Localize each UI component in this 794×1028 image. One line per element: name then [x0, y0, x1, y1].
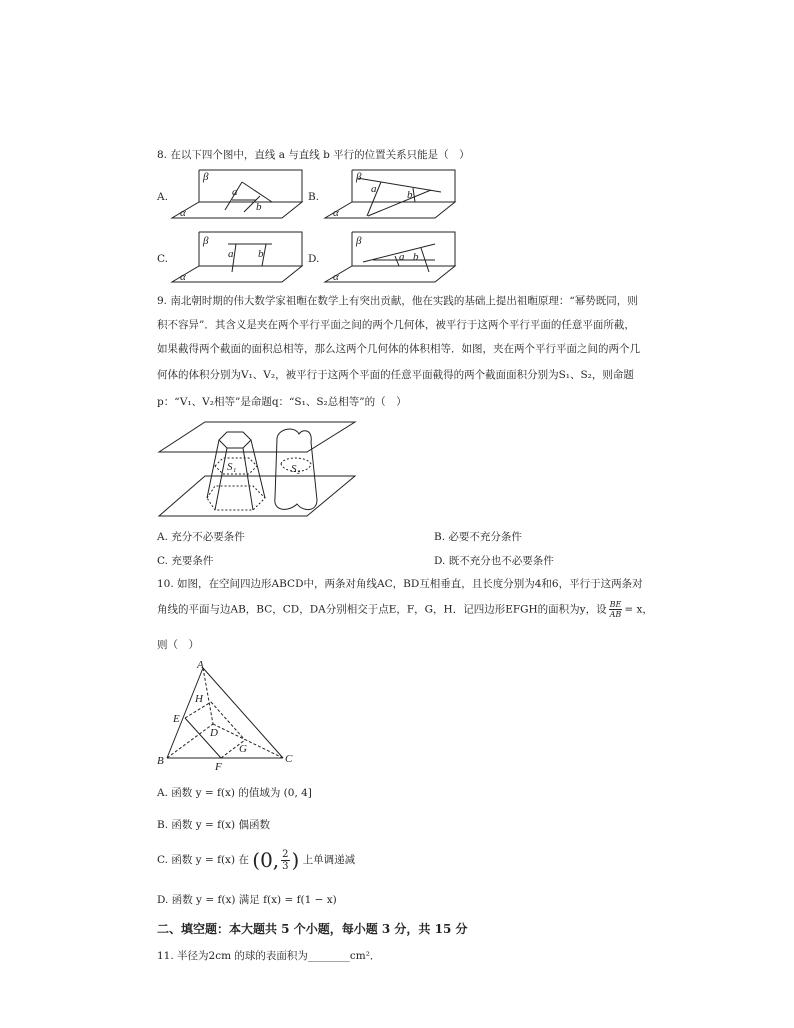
- q10-line-1: 10. 如图，在空间四边形ABCD中，两条对角线AC，BD互相垂直，且长度分别为4和6，平行于这两条对: [157, 578, 643, 590]
- q10-option-b: B. 函数 y = f(x) 偶函数: [157, 819, 270, 831]
- q8-stem: 8. 在以下四个图中，直线 a 与直线 b 平行的位置关系只能是（ ）: [157, 149, 470, 161]
- q8-option-c-label: C.: [157, 253, 168, 265]
- s2-label: S₂: [291, 463, 301, 475]
- point-a-label: A: [197, 659, 204, 671]
- point-h-label: H: [195, 693, 203, 705]
- q8-figure-c: [170, 230, 305, 284]
- q9-figure: [157, 420, 357, 520]
- q11-text: 11. 半径为2cm 的球的表面积为________cm²．: [157, 950, 381, 962]
- svg-text:β: β: [356, 235, 362, 247]
- q8-option-b-label: B.: [308, 191, 320, 203]
- svg-text:b: b: [413, 251, 419, 263]
- point-b-label: B: [157, 755, 164, 767]
- svg-text:b: b: [407, 189, 413, 201]
- svg-text:b: b: [258, 248, 264, 260]
- section-2-heading: 二、填空题：本大题共 5 个小题，每小题 3 分，共 15 分: [157, 922, 468, 936]
- beta-label: β: [203, 171, 209, 183]
- point-f-label: F: [215, 761, 222, 773]
- point-g-label: G: [239, 743, 247, 755]
- q10-option-d: D. 函数 y = f(x) 满足 f(x) = f(1 − x): [157, 894, 337, 906]
- svg-text:α: α: [333, 271, 339, 283]
- q10-figure: [155, 660, 305, 772]
- q9-line-4: 何体的体积分别为V₁、V₂，被平行于这两个平面的任意平面截得的两个截面面积分别为S₁、S₂，则命题: [157, 369, 634, 381]
- point-d-label: D: [210, 727, 218, 739]
- q8-figure-b: [323, 168, 458, 220]
- q10-line-3: 则（ ）: [157, 639, 199, 651]
- point-c-label: C: [285, 753, 293, 765]
- q8-figure-a: [170, 168, 305, 220]
- svg-text:a: a: [399, 251, 405, 263]
- line-b-label: b: [256, 201, 262, 213]
- svg-text:β: β: [203, 235, 209, 247]
- q10-option-a: A. 函数 y = f(x) 的值域为 (0, 4]: [157, 787, 312, 799]
- svg-text:a: a: [371, 183, 377, 195]
- s1-label: S₁: [227, 461, 237, 473]
- q9-option-b: B. 必要不充分条件: [434, 531, 522, 543]
- svg-text:α: α: [180, 271, 186, 283]
- q10-option-c: C. 函数 y = f(x) 在 (0, $\frac{2}{3}$ ) 上单调递减: [157, 848, 356, 872]
- line-a-label: a: [232, 186, 238, 198]
- alpha-label: α: [180, 207, 186, 219]
- q9-line-1: 9. 南北朝时期的伟大数学家祖暅在数学上有突出贡献，他在实践的基础上提出祖暅原理：“幂势既同，则: [157, 295, 638, 307]
- q8-option-a-label: A.: [157, 191, 168, 203]
- q9-line-3: 如果截得两个截面的面积总相等，那么这两个几何体的体积相等．如图，夹在两个平行平面之间的两个几: [157, 343, 640, 355]
- q8-figure-d: [323, 230, 458, 284]
- q9-line-5: p：“V₁、V₂相等”是命题q：“S₁、S₂总相等”的（ ）: [157, 396, 407, 408]
- point-e-label: E: [173, 713, 180, 725]
- q9-line-2: 积不容异”．其含义是夹在两个平行平面之间的两个几何体，被平行于这两个平行平面的任意平面所截，: [157, 319, 635, 331]
- q9-option-d: D. 既不充分也不必要条件: [434, 555, 554, 567]
- q9-option-c: C. 充要条件: [157, 555, 214, 567]
- q10-line-2: 角线的平面与边AB，BC，CD，DA分别相交于点E，F，G，H．记四边形EFGH的面积为y，设 $\frac{BE}{AB}$ = x，: [157, 600, 653, 619]
- q8-option-d-label: D.: [308, 253, 320, 265]
- svg-text:α: α: [333, 207, 339, 219]
- svg-text:a: a: [228, 248, 234, 260]
- q9-option-a: A. 充分不必要条件: [157, 531, 245, 543]
- svg-text:β: β: [356, 171, 362, 183]
